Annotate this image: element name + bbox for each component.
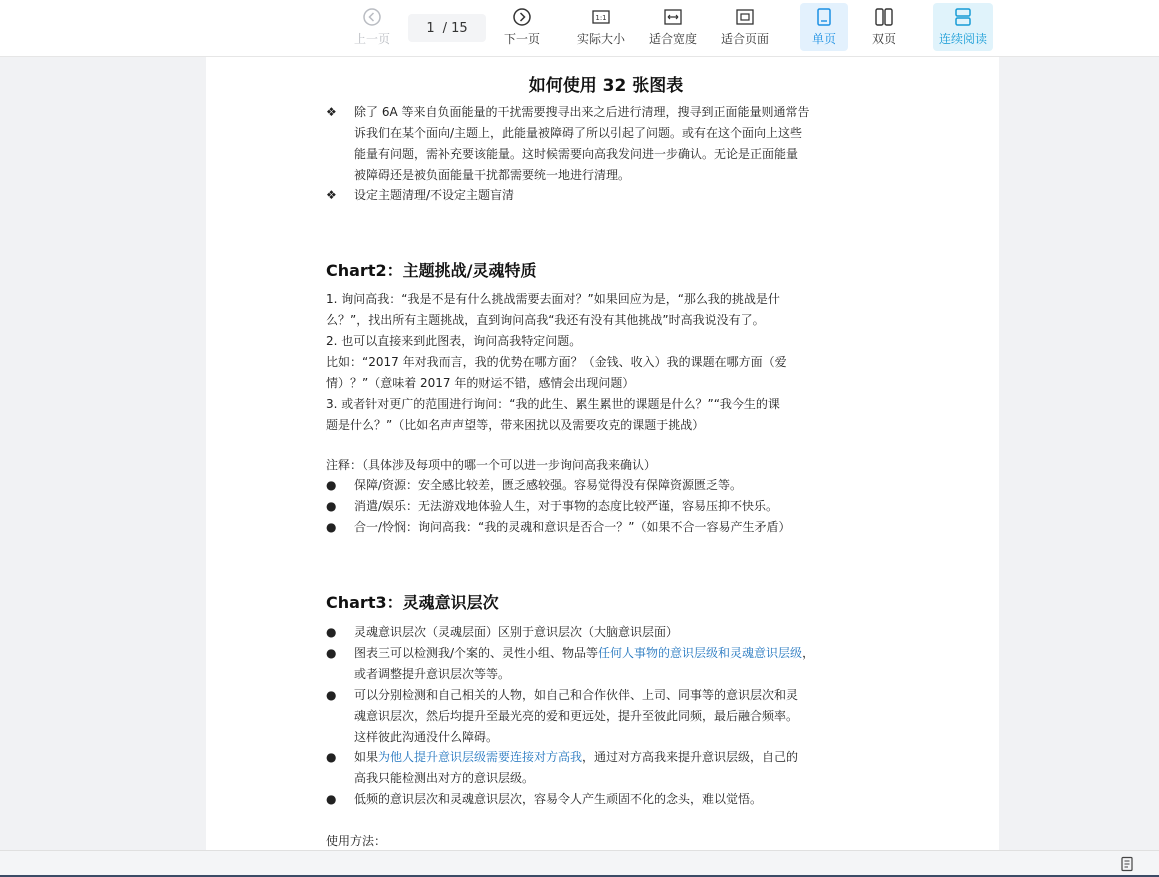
text-span: 低频的意识层次和灵魂意识层次，容易令人产生顽固不化的念头，难以觉悟。 <box>354 792 763 806</box>
double-page-icon <box>874 7 894 27</box>
note-label: 注释：（具体涉及每项中的哪一个可以进一步询问高我来确认） <box>326 458 657 472</box>
total-pages: / 15 <box>442 20 468 36</box>
list-item-text <box>354 789 884 810</box>
highlighted-text: 为他人提升意识层级需要连接对方高我 <box>378 750 583 764</box>
list-item-text <box>354 747 884 789</box>
fit-page-button[interactable] <box>717 3 773 51</box>
page-number-input[interactable] <box>408 14 486 42</box>
dot-bullet-icon: ● <box>326 520 337 534</box>
text-span: ，通过对方高我来提升意识层级，自己的 <box>582 750 799 764</box>
svg-text:1:1: 1:1 <box>595 14 607 22</box>
list-item-text: 设定主题清理/不设定主题盲清 <box>354 188 515 202</box>
text-span: 灵魂意识层次（灵魂层面）区别于意识层次（大脑意识层面） <box>354 625 679 639</box>
status-bar <box>0 850 1159 877</box>
diamond-bullet-icon: ❖ <box>326 188 337 202</box>
prev-page-label: 上一页 <box>353 32 390 46</box>
text-line: 能量有问题，需补充要该能量。这时候需要向高我发问进一步确认。无论是正面能量 <box>354 147 799 161</box>
text-line <box>354 643 884 664</box>
text-span: 如果 <box>354 750 379 764</box>
document-icon[interactable] <box>1119 856 1135 872</box>
current-page: 1 <box>426 20 435 36</box>
actual-size-label: 实际大小 <box>576 32 625 46</box>
dot-bullet-icon: ● <box>326 646 337 660</box>
chevron-left-circle-icon <box>362 7 382 27</box>
list-item-text <box>354 685 884 748</box>
list-item-text <box>354 622 884 643</box>
fit-page-label: 适合页面 <box>720 32 769 46</box>
continuous-reading-icon <box>953 7 973 27</box>
double-page-button[interactable] <box>860 3 908 51</box>
continuous-reading-label: 连续阅读 <box>938 32 987 46</box>
chart2-body <box>326 289 886 436</box>
single-page-button[interactable] <box>800 3 848 51</box>
highlighted-text: 任何人事物的意识层级和灵魂意识层级 <box>598 646 803 660</box>
text-span: 图表三可以检测我/个案的、灵性小组、物品等 <box>354 646 599 660</box>
list-item-text <box>354 643 884 685</box>
text-line: 诉我们在某个面向/主题上，此能量被障碍了所以引起了问题。或有在这个面向上这些 <box>354 126 803 140</box>
text-line <box>354 747 884 768</box>
page-title: 如何使用 32 张图表 <box>528 76 684 96</box>
usage-label: 使用方法： <box>326 834 387 848</box>
dot-bullet-icon: ● <box>326 625 337 639</box>
text-line: 题是什么？”（比如名声声望等，带来困扰以及需要攻克的课题于挑战） <box>326 418 705 432</box>
list-item-text <box>354 102 884 186</box>
chevron-right-circle-icon <box>512 7 532 27</box>
text-line: 3. 或者针对更广的范围进行询问：“我的此生、累生累世的课题是什么？”“我今生的课 <box>326 397 780 411</box>
text-span: 可以分别检测和自己相关的人物，如自己和合作伙伴、上司、同事等的意识层次和灵 <box>354 688 799 702</box>
fit-width-icon <box>663 7 683 27</box>
prev-page-button[interactable] <box>350 3 394 51</box>
document-page <box>206 57 999 850</box>
dot-bullet-icon: ● <box>326 478 337 492</box>
text-line: 高我只能检测出对方的意识层级。 <box>354 771 535 785</box>
continuous-reading-button[interactable] <box>933 3 993 51</box>
fit-width-label: 适合宽度 <box>648 32 697 46</box>
text-line <box>354 685 884 706</box>
diamond-bullet-icon: ❖ <box>326 105 337 119</box>
dot-bullet-icon: ● <box>326 499 337 513</box>
text-line: 2. 也可以直接来到此图表，询问高我特定问题。 <box>326 334 582 348</box>
actual-size-button[interactable] <box>573 3 629 51</box>
next-page-button[interactable] <box>500 3 544 51</box>
text-line: 么？”，找出所有主题挑战，直到询问高我“我还有没有其他挑战”时高我说没有了。 <box>326 313 765 327</box>
dot-bullet-icon: ● <box>326 750 337 764</box>
list-item-text: 保障/资源：安全感比较差，匮乏感较强。容易觉得没有保障资源匮乏等。 <box>354 478 743 492</box>
text-line: 除了 6A 等来自负面能量的干扰需要搜寻出来之后进行清理，搜寻到正面能量则通常告 <box>354 105 810 119</box>
next-page-label: 下一页 <box>503 32 540 46</box>
dot-bullet-icon: ● <box>326 688 337 702</box>
text-line: 这样彼此沟通没什么障碍。 <box>354 730 499 744</box>
list-item-text: 合一/怜悯：询问高我：“我的灵魂和意识是否合一？”（如果不合一容易产生矛盾） <box>354 520 791 534</box>
text-line: 1. 询问高我：“我是不是有什么挑战需要去面对？”如果回应为是，“那么我的挑战是什 <box>326 292 780 306</box>
dot-bullet-icon: ● <box>326 792 337 806</box>
text-line: 魂意识层次，然后均提升至最光亮的爱和更远处，提升至彼此同频，最后融合频率。 <box>354 709 799 723</box>
section-heading-chart3: Chart3：灵魂意识层次 <box>326 593 499 612</box>
double-page-label: 双页 <box>871 32 896 46</box>
text-line: 情）？”（意味着 2017 年的财运不错，感情会出现问题） <box>326 376 635 390</box>
text-span: ， <box>802 646 815 660</box>
list-item-text: 消遣/娱乐：无法游戏地体验人生，对于事物的态度比较严谨，容易压抑不快乐。 <box>354 499 779 513</box>
text-line: 或者调整提升意识层次等等。 <box>354 667 511 681</box>
fit-page-icon <box>735 7 755 27</box>
text-line: 被障碍还是被负面能量干扰都需要统一地进行清理。 <box>354 168 631 182</box>
single-page-icon <box>814 7 834 27</box>
section-heading-chart2: Chart2：主题挑战/灵魂特质 <box>326 261 537 280</box>
actual-size-icon <box>591 7 611 27</box>
single-page-label: 单页 <box>811 32 836 46</box>
text-line: 比如：“2017 年对我而言，我的优势在哪方面？（金钱、收入）我的课题在哪方面（爱 <box>326 355 787 369</box>
fit-width-button[interactable] <box>645 3 701 51</box>
viewer-toolbar <box>0 0 1159 57</box>
